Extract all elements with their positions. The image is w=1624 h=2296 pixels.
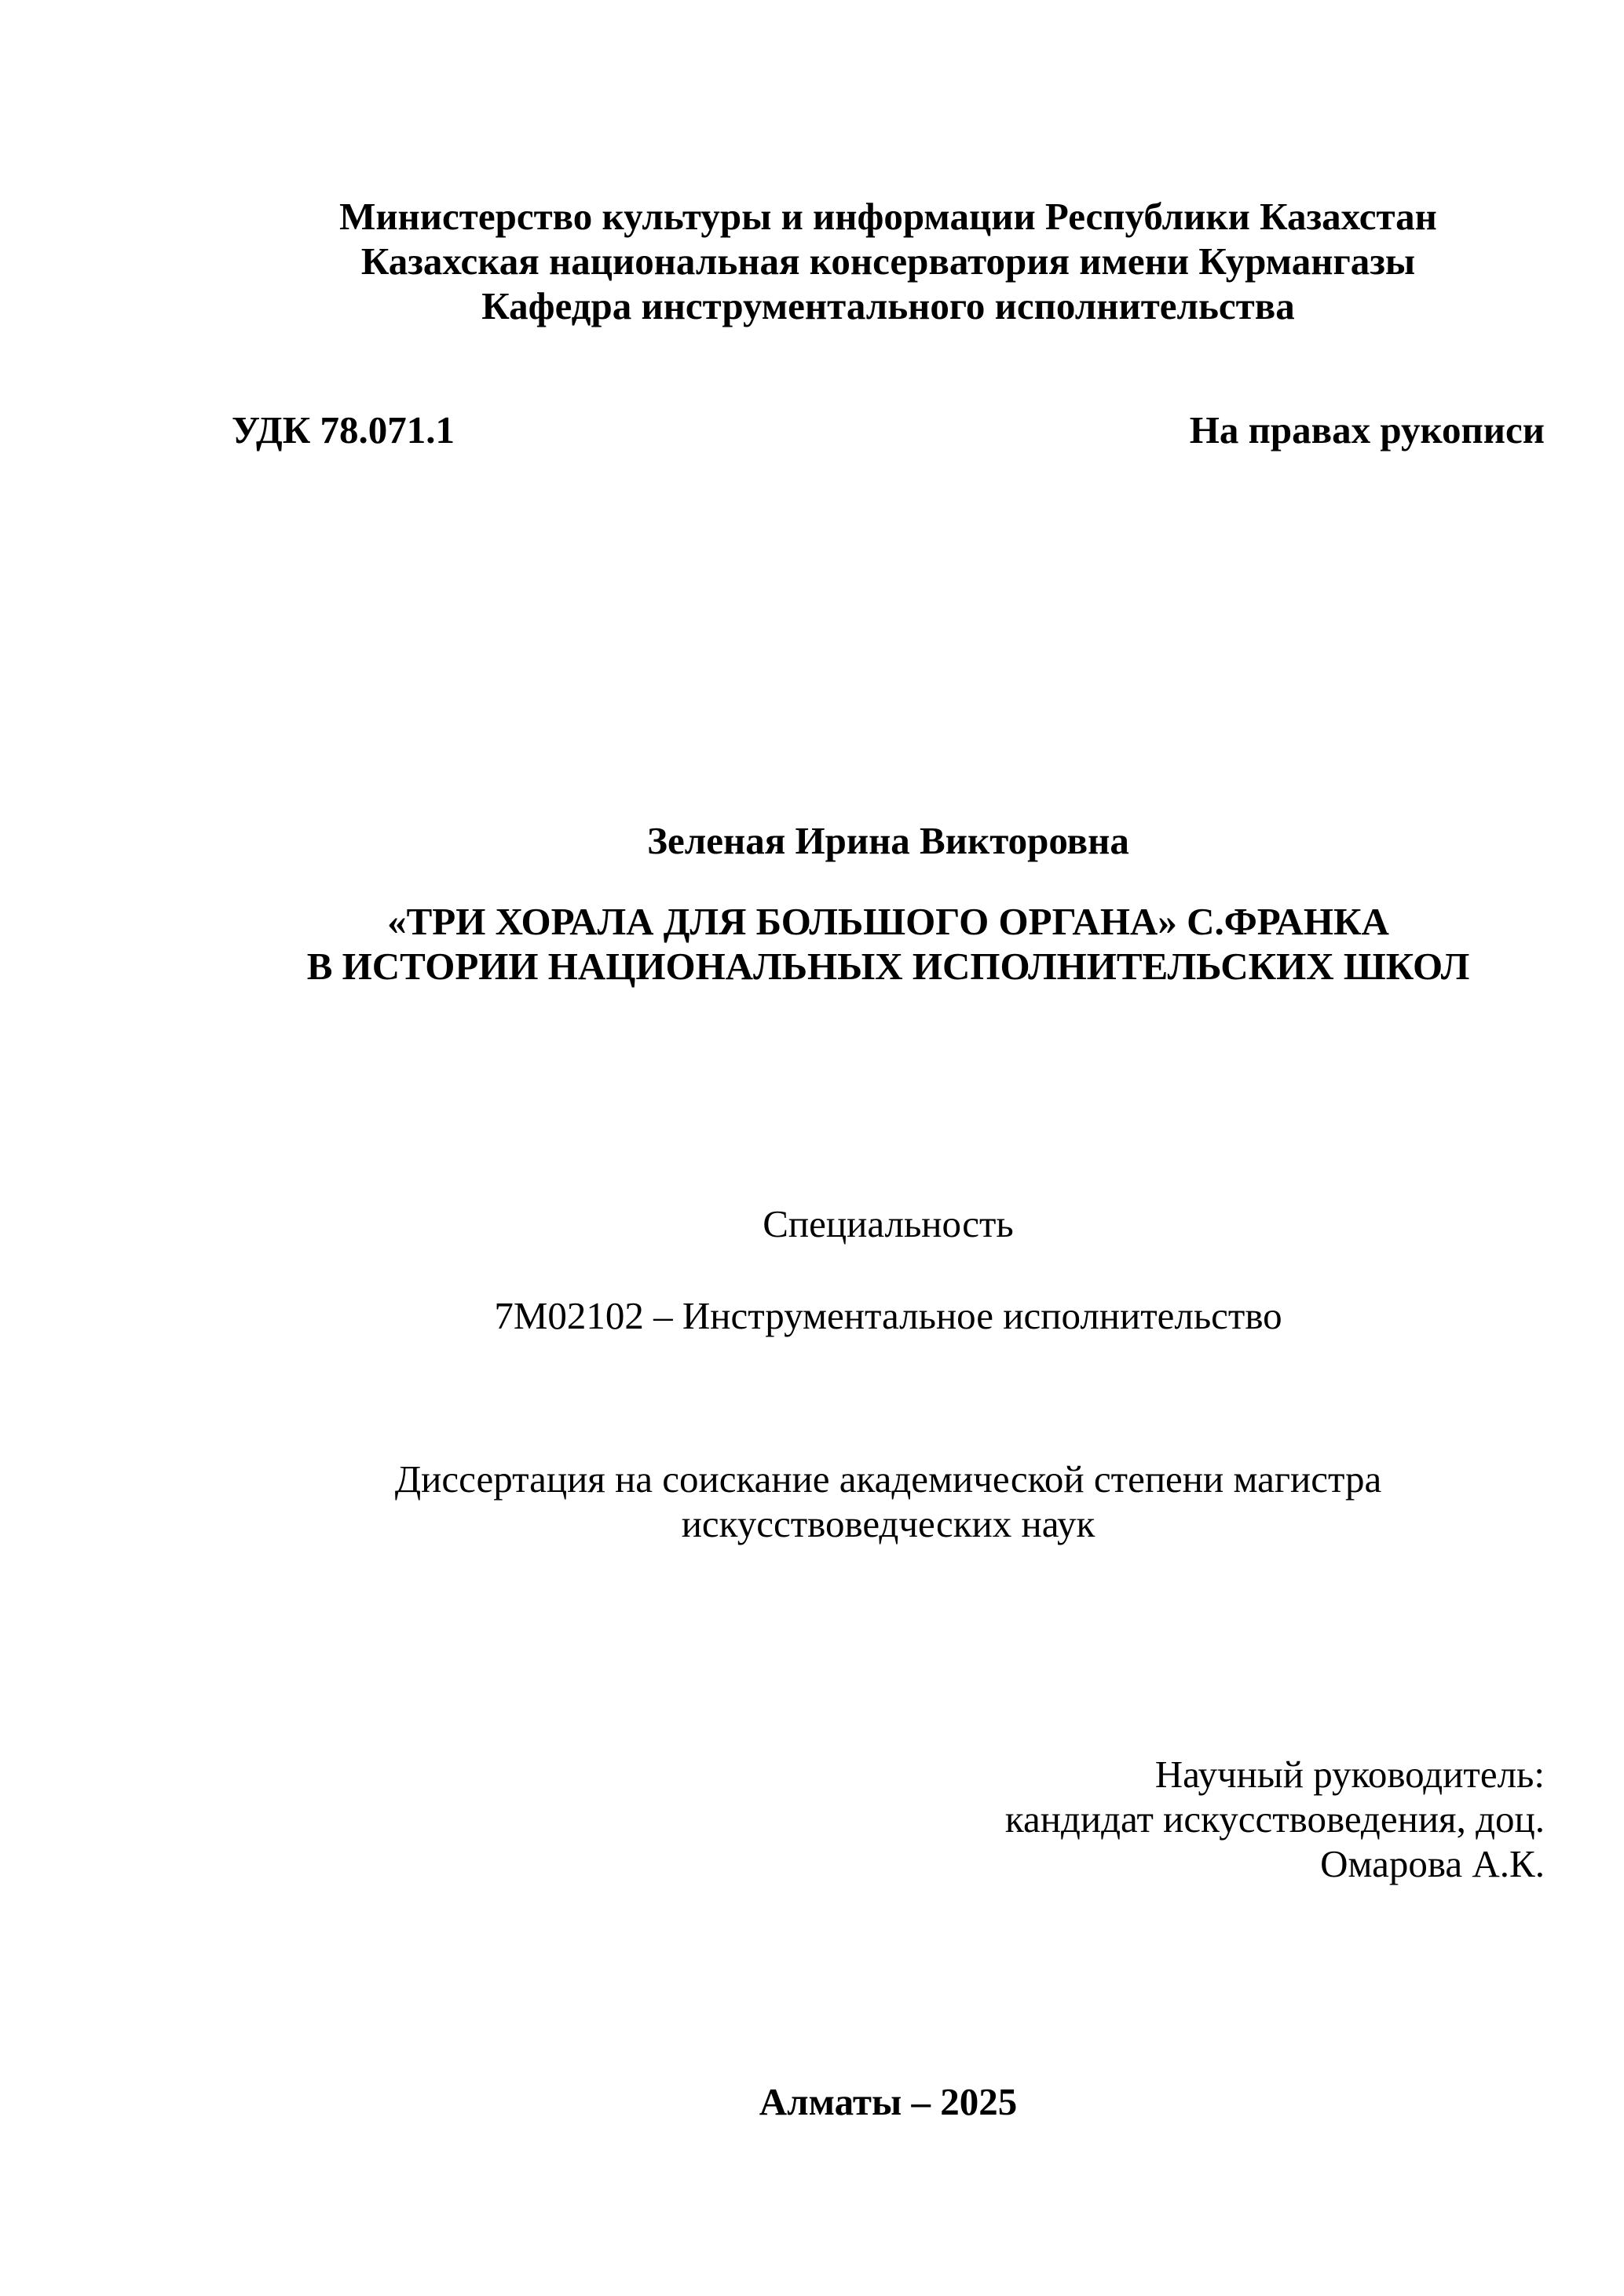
supervisor-heading: Научный руководитель: (1154, 1753, 1545, 1796)
author-name: Зеленая Ирина Викторовна (647, 819, 1129, 862)
specialty-code: 7М02102 – Инструментальное исполнительство (494, 1294, 1282, 1337)
classification-row (232, 408, 1545, 452)
supervisor-degree: кандидат искусствоведения, доц. (1004, 1797, 1545, 1841)
thesis-type-line-2: искусствоведческих наук (681, 1502, 1095, 1545)
supervisor-name: Омарова А.К. (1320, 1842, 1545, 1885)
conservatory-line: Казахская национальная консерватория имени Курмангазы (360, 239, 1416, 283)
thesis-type-line-1: Диссертация на соискание академической степени магистра (394, 1457, 1382, 1501)
specialty-label: Специальность (763, 1202, 1014, 1245)
institution-header (232, 194, 1545, 328)
supervisor-block (232, 1752, 1545, 1886)
manuscript-note: На правах рукописи (1189, 408, 1545, 452)
ministry-line: Министерство культуры и информации Республики Казахстан (339, 195, 1437, 238)
title-line-2: В ИСТОРИИ НАЦИОНАЛЬНЫХ ИСПОЛНИТЕЛЬСКИХ ШКОЛ (306, 945, 1470, 988)
thesis-type (232, 1457, 1545, 1546)
title-line-1: «ТРИ ХОРАЛА ДЛЯ БОЛЬШОГО ОРГАНА» С.ФРАНКА (387, 900, 1389, 943)
udk-code: УДК 78.071.1 (232, 408, 455, 452)
city-year: Алматы – 2025 (759, 2080, 1018, 2123)
dissertation-title (232, 899, 1545, 989)
department-line: Кафедра инструментального исполнительства (481, 284, 1295, 327)
